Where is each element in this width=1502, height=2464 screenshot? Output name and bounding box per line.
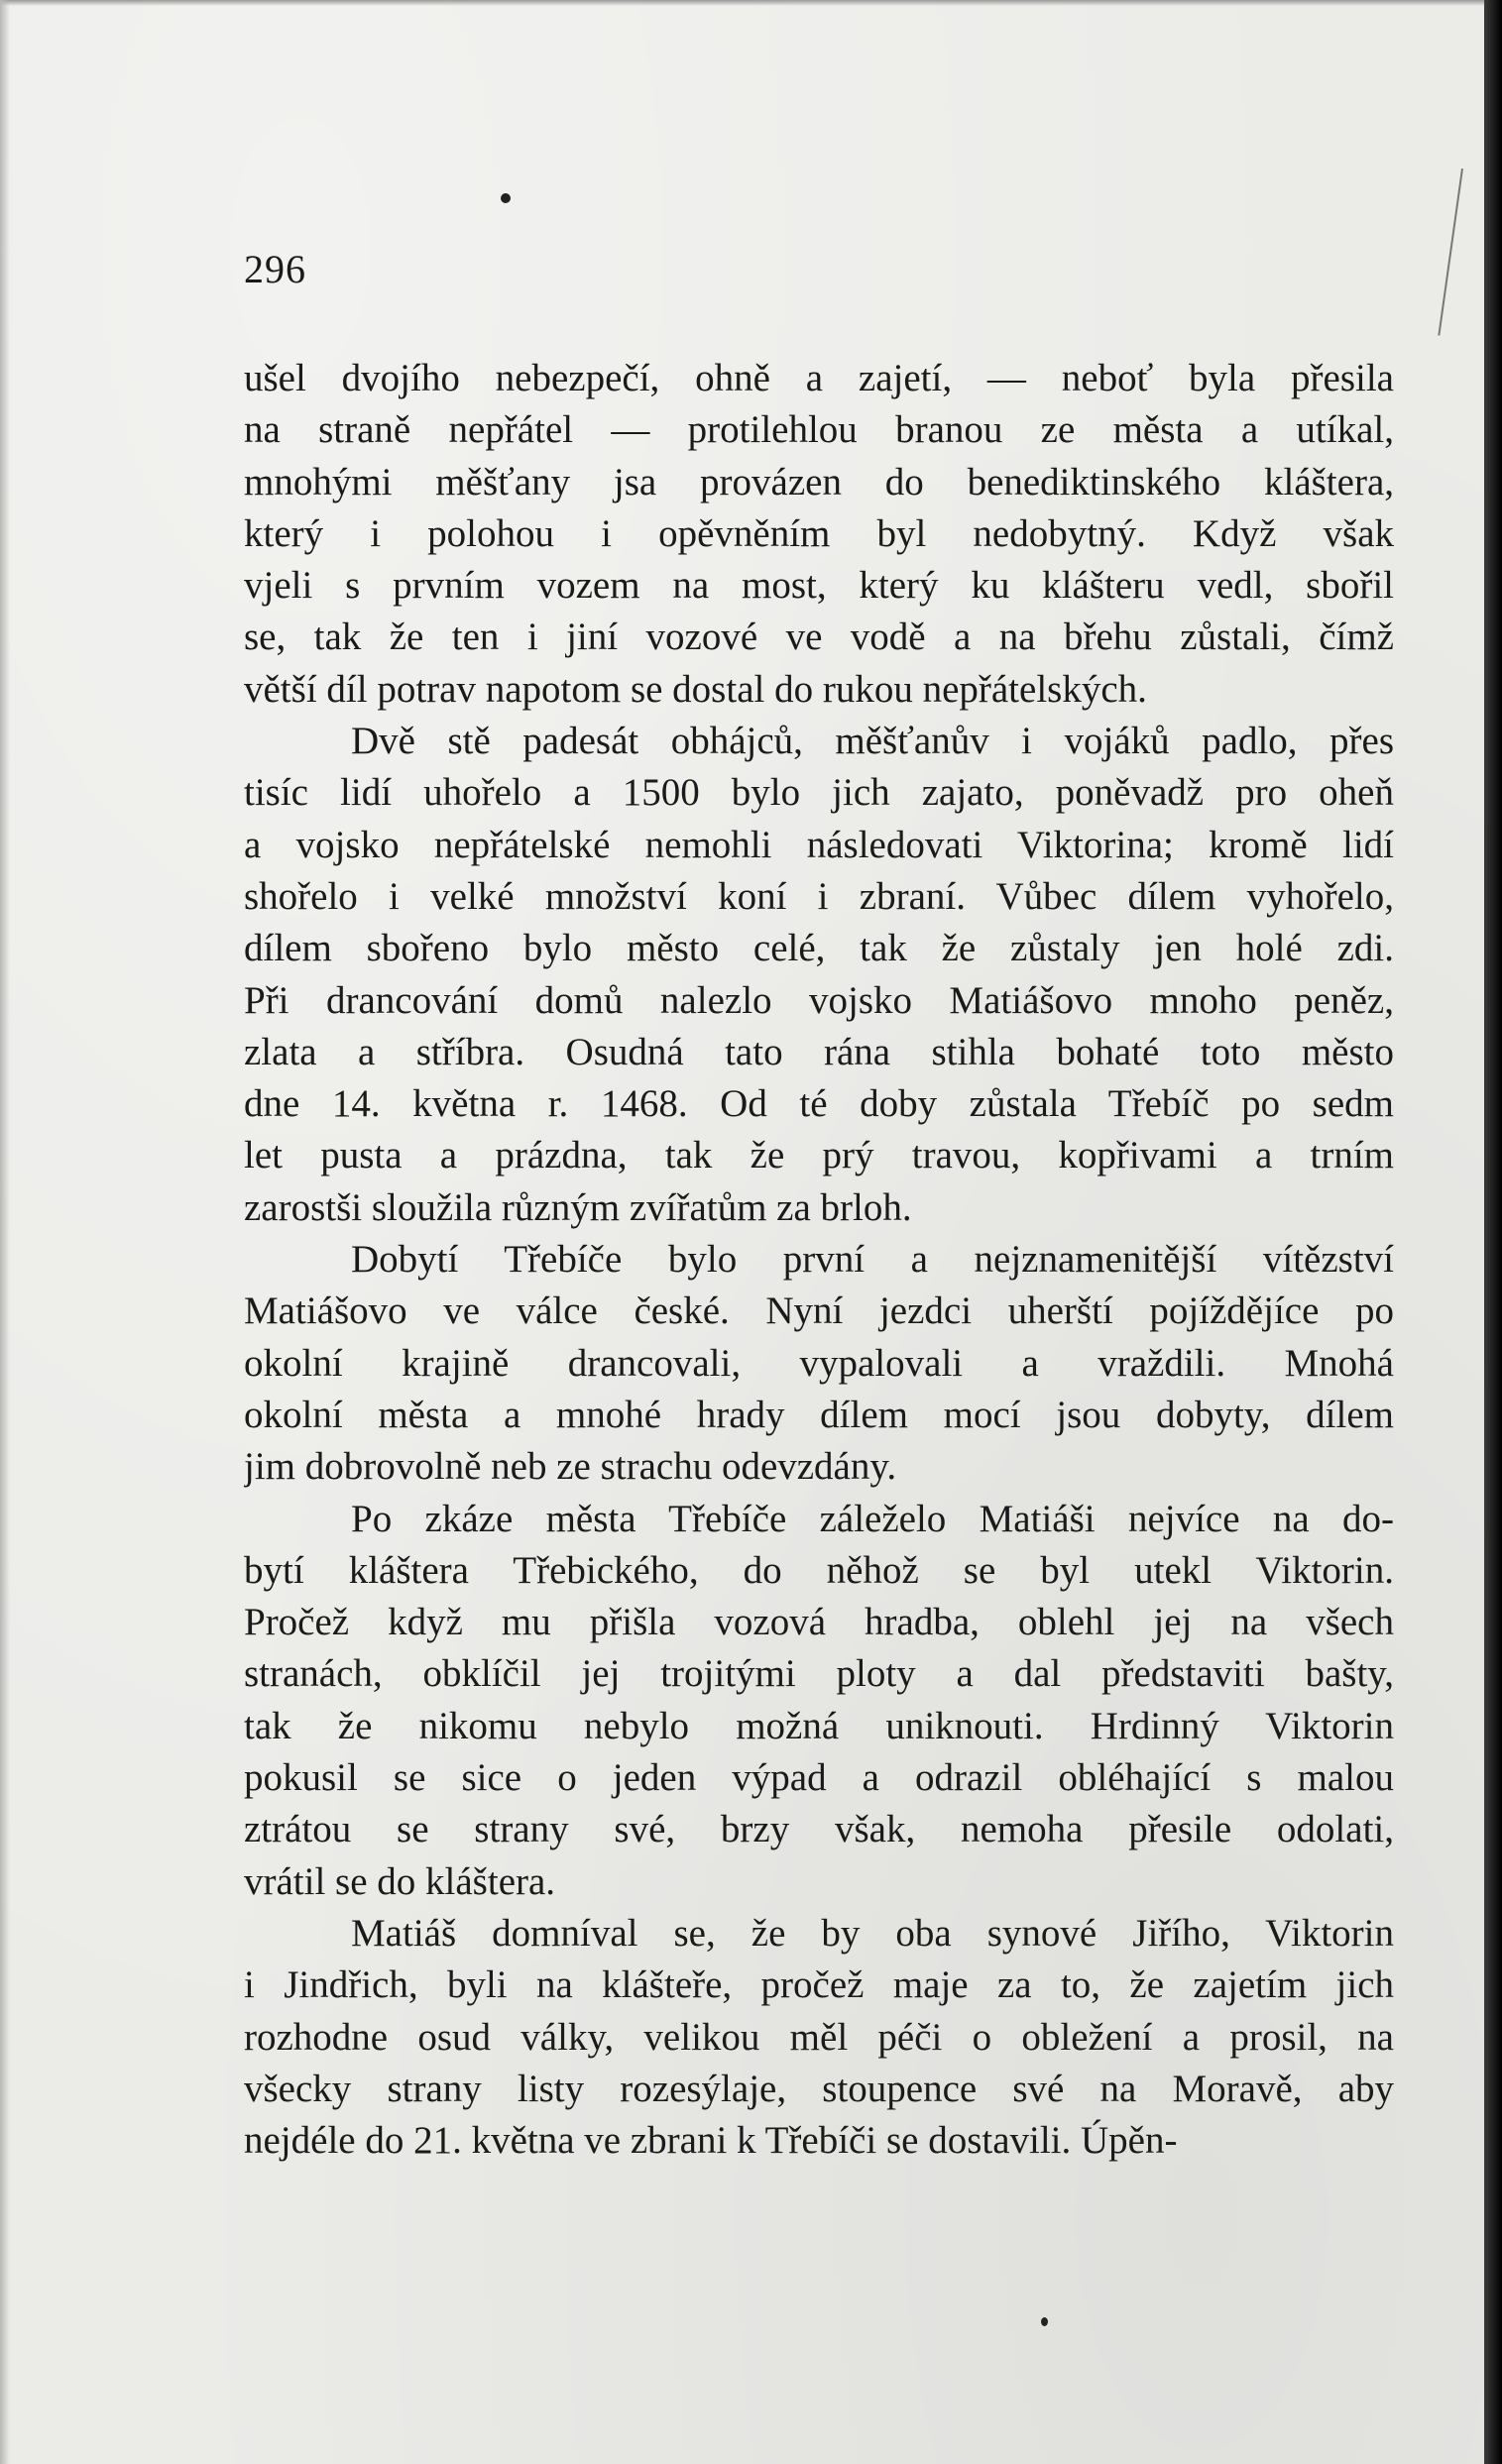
text-line: Při drancování domů nalezlo vojsko Matiášovo mnoho peněz, (244, 978, 1394, 1022)
margin-pencil-stroke (1438, 168, 1463, 336)
text-line: se, tak že ten i jiní vozové ve vodě a na břehu zůstali, čímž (244, 616, 1394, 659)
text-line: okolní města a mnohé hrady dílem mocí jsou dobyty, dílem (244, 1393, 1394, 1436)
text-line: dne 14. května r. 1468. Od té doby zůstala Třebíč po sedm (244, 1082, 1394, 1126)
paragraph (244, 716, 1394, 1234)
text-line: dílem sbořeno bylo město celé, tak že zůstaly jen holé zdi. (244, 927, 1394, 970)
text-line: pokusil se sice o jeden výpad a odrazil obléhající s malou (244, 1756, 1394, 1800)
text-line: ušel dvojího nebezpečí, ohně a zajetí, — neboť byla přesila (244, 357, 1394, 399)
text-line: všecky strany listy rozesýlaje, stoupence své na Moravě, aby (244, 2067, 1394, 2110)
paragraph (244, 1494, 1394, 1908)
text-line: na straně nepřátel — protilehlou branou ze města a utíkal, (244, 408, 1394, 452)
text-line: ztrátou se strany své, brzy však, nemoha přesile odolati, (244, 1808, 1394, 1851)
text-line: který i polohou i opěvněním byl nedobytný. Když však (244, 511, 1394, 555)
text-line: Pročež když mu přišla vozová hradba, oblehl jej na všech (244, 1601, 1394, 1644)
body-text (244, 353, 1394, 2167)
text-line: shořelo i velké množství koní i zbraní. Vůbec dílem vyhořelo, (244, 874, 1394, 918)
text-line: Dvě stě padesát obhájců, měšťanův i vojáků padlo, přes (351, 720, 1394, 763)
text-line: Dobytí Třebíče bylo první a nejznamenitější vítězství (351, 1238, 1394, 1282)
text-line: vrátil se do kláštera. (244, 1859, 556, 1903)
text-line: tak že nikomu nebylo možná uniknouti. Hrdinný Viktorin (244, 1704, 1394, 1747)
text-line: tisíc lidí uhořelo a 1500 bylo jich zajato, poněvadž pro oheň (244, 771, 1394, 815)
text-line: nejdéle do 21. května ve zbrani k Třebíči se dostavili. Úpěn- (244, 2119, 1178, 2163)
text-line: a vojsko nepřátelské nemohli následovati Viktorina; kromě lidí (244, 823, 1394, 866)
text-line: zarostši sloužila různým zvířatům za brloh. (244, 1185, 912, 1229)
text-line: stranách, obklíčil jej trojitými ploty a dal představiti bašty, (244, 1652, 1394, 1696)
text-line: Matiáš domníval se, že by oba synové Jiřího, Viktorin (351, 1911, 1394, 1955)
text-line: vjeli s prvním vozem na most, který ku klášteru vedl, sbořil (244, 564, 1394, 608)
text-line: Matiášovo ve válce české. Nyní jezdci uherští pojíždějíce po (244, 1289, 1394, 1333)
paragraph (244, 353, 1394, 716)
ink-speck (501, 193, 511, 203)
text-line: rozhodne osud války, velikou měl péči o obležení a prosil, na (244, 2015, 1394, 2059)
scan-edge-top (0, 0, 1502, 6)
paragraph (244, 1908, 1394, 2167)
text-line: i Jindřich, byli na klášteře, pročež maje za to, že zajetím jich (244, 1963, 1394, 2007)
text-line: Po zkáze města Třebíče záleželo Matiáši nejvíce na do- (351, 1497, 1394, 1540)
text-line: zlata a stříbra. Osudná tato rána stihla bohaté toto město (244, 1030, 1394, 1073)
text-line: větší díl potrav napotom se dostal do rukou nepřátelských. (244, 667, 1147, 711)
text-line: let pusta a prázdna, tak že prý travou, kopřivami a trním (244, 1134, 1394, 1177)
text-line: jim dobrovolně neb ze strachu odevzdány. (244, 1445, 897, 1489)
paragraph (244, 1234, 1394, 1493)
ink-speck (1041, 2317, 1048, 2326)
text-line: bytí kláštera Třebického, do něhož se byl utekl Viktorin. (244, 1548, 1394, 1592)
text-line: mnohými měšťany jsa provázen do benediktinského kláštera, (244, 460, 1394, 504)
text-line: okolní krajině drancovali, vypalovali a vraždili. Mnohá (244, 1341, 1394, 1385)
scan-edge-left (0, 0, 10, 2464)
page-number: 296 (244, 247, 306, 291)
scan-edge-right (1484, 0, 1502, 2464)
